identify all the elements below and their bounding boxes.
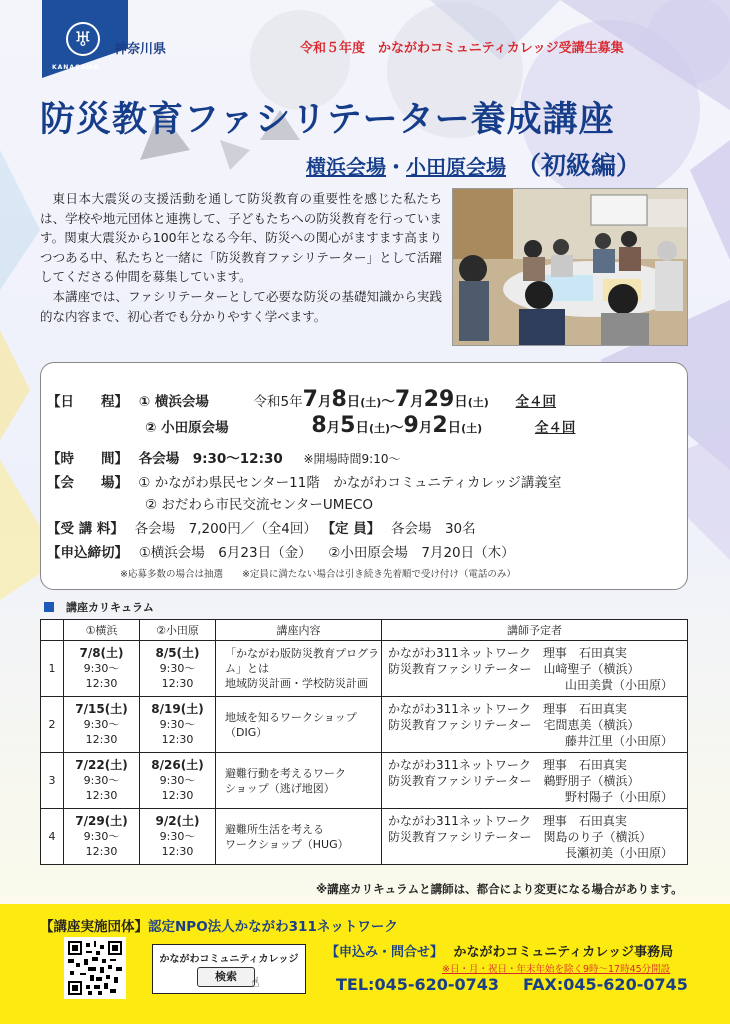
content-line-2: ショップ（逃げ地図） bbox=[225, 781, 335, 795]
schedule-note: ※応募多数の場合は抽選 ※定員に満たない場合は引き続き先着順で受け付け（電話のみ） bbox=[120, 569, 516, 580]
yokohama-end-weekday: (土) bbox=[467, 396, 489, 409]
header-odawara: ②小田原 bbox=[140, 620, 216, 641]
search-prompt-label: かながわコミュニティカレッジ bbox=[159, 954, 299, 965]
instructor-yokohama: 関島のり子（横浜） bbox=[543, 829, 652, 844]
curriculum-table bbox=[40, 619, 688, 865]
schedule-yokohama-row bbox=[47, 387, 556, 412]
yokohama-end-day-unit: 日 bbox=[454, 394, 468, 410]
course-level: （初級編） bbox=[516, 151, 642, 180]
curriculum-footnote: ※講座カリキュラムと講師は、都合により変更になる場合があります。 bbox=[316, 882, 683, 896]
place-row-2 bbox=[145, 493, 373, 513]
yokohama-date: 7/29(土) bbox=[75, 814, 128, 828]
instructor-yokohama: 山﨑聖子（横浜） bbox=[543, 661, 640, 676]
yokohama-end-month-unit: 月 bbox=[410, 394, 424, 410]
deadline-row bbox=[47, 541, 515, 561]
yokohama-date: 7/22(土) bbox=[75, 758, 128, 772]
session-number: 2 bbox=[41, 697, 64, 753]
table-row bbox=[41, 697, 688, 753]
office-hours: ※日・月・祝日・年末年始を除く9時〜17時45分開設 bbox=[442, 964, 671, 975]
header-no bbox=[41, 620, 64, 641]
instructor-org bbox=[388, 757, 681, 773]
odawara-end-weekday: (土) bbox=[461, 422, 483, 435]
lead-instructor: 理事 石田真実 bbox=[542, 645, 627, 660]
yokohama-session-count: 全４回 bbox=[515, 394, 557, 410]
curriculum-heading bbox=[44, 599, 154, 615]
yokohama-start-day-unit: 日 bbox=[346, 394, 361, 410]
session-instructors bbox=[382, 753, 688, 809]
fee-value: 各会場 7,200円／（全4回） bbox=[134, 521, 317, 537]
capacity-value: 各会場 30名 bbox=[390, 521, 476, 537]
tel-number[interactable]: TEL:045-620-0743 bbox=[336, 975, 500, 994]
lead-instructor: 理事 石田真実 bbox=[542, 757, 627, 772]
odawara-range-sep: 〜 bbox=[390, 420, 404, 436]
yokohama-end-day: 29 bbox=[423, 387, 455, 412]
yokohama-label: ① 横浜会場 bbox=[138, 394, 209, 410]
session-start-time: 9:30〜 bbox=[83, 774, 120, 787]
yokohama-era: 令和5年 bbox=[253, 394, 303, 410]
session-content bbox=[216, 809, 382, 865]
odawara-end-day: 2 bbox=[432, 413, 448, 438]
header-yokohama: ①横浜 bbox=[64, 620, 140, 641]
schedule-date-label: 【日 程】 bbox=[47, 394, 128, 410]
odawara-session-date bbox=[140, 697, 216, 753]
content-line-2: 地域防災計画・学校防災計画 bbox=[225, 677, 368, 690]
odawara-date: 8/26(土) bbox=[151, 758, 204, 772]
fee-row bbox=[47, 517, 476, 537]
yokohama-end-month: 7 bbox=[394, 387, 411, 412]
session-start-time: 9:30〜 bbox=[83, 662, 120, 675]
contact-line bbox=[326, 941, 673, 960]
capacity-label: 【定 員】 bbox=[321, 521, 381, 537]
venue-yokohama: 横浜会場 bbox=[306, 155, 386, 179]
intro-paragraph-2: 本講座では、ファシリテーターとして必要な防災の基礎知識から実践的な内容まで、初心者でも分かりやすく学べます。 bbox=[40, 288, 442, 324]
curriculum-heading-text: 講座カリキュラム bbox=[66, 601, 154, 614]
search-prompt-box bbox=[152, 944, 306, 994]
odawara-session-date bbox=[140, 809, 216, 865]
place-row-1 bbox=[47, 471, 561, 491]
session-start-time: 9:30〜 bbox=[83, 718, 120, 731]
search-button[interactable]: 検索 bbox=[197, 967, 255, 987]
deadline-label: 【申込締切】 bbox=[47, 545, 128, 561]
org-name: かながわ311ネットワーク bbox=[388, 757, 531, 772]
odawara-start-month-unit: 月 bbox=[326, 420, 341, 436]
place-2: ② おだわら市民交流センターUMECO bbox=[145, 497, 373, 513]
instructor-role-line bbox=[388, 661, 681, 677]
odawara-start-day: 5 bbox=[340, 413, 356, 438]
odawara-start-day-unit: 日 bbox=[355, 420, 369, 436]
odawara-start-weekday: (土) bbox=[368, 422, 391, 435]
instructor-org bbox=[388, 645, 681, 661]
table-row bbox=[41, 809, 688, 865]
deadline-yokohama: ①横浜会場 6月23日（金） bbox=[138, 545, 312, 561]
schedule-odawara-row bbox=[145, 413, 575, 438]
session-end-time: 12:30 bbox=[85, 845, 118, 858]
organizer bbox=[40, 915, 398, 935]
instructor-odawara: 山田美貴（小田原） bbox=[564, 677, 673, 692]
lead-instructor: 理事 石田真実 bbox=[542, 813, 627, 828]
odawara-label: ② 小田原会場 bbox=[145, 420, 229, 436]
session-start-time: 9:30〜 bbox=[159, 774, 196, 787]
instructor-role-line bbox=[388, 773, 681, 789]
recruitment-headline: 令和５年度 かながわコミュニティカレッジ受講生募集 bbox=[300, 41, 624, 56]
phone-line bbox=[336, 975, 712, 994]
instructor-yokohama: 宅間恵美（横浜） bbox=[543, 717, 640, 732]
instructor-role-line bbox=[388, 717, 681, 733]
curriculum-header-row bbox=[41, 620, 688, 641]
yokohama-start-month: 7 bbox=[302, 387, 318, 412]
session-instructors bbox=[382, 809, 688, 865]
header-instructor: 講師予定者 bbox=[382, 620, 688, 641]
session-end-time: 12:30 bbox=[85, 733, 118, 746]
table-row bbox=[41, 753, 688, 809]
session-content bbox=[216, 753, 382, 809]
content-line-1: 地域を知るワークショップ bbox=[225, 710, 357, 724]
yokohama-session-date bbox=[64, 809, 140, 865]
venue-line bbox=[306, 146, 641, 182]
organizer-prefix: 【講座実施団体】 bbox=[40, 919, 148, 935]
workshop-photo bbox=[452, 188, 688, 346]
instructor-odawara: 野村陽子（小田原） bbox=[564, 789, 673, 804]
header-content: 講座内容 bbox=[216, 620, 382, 641]
kanagawa-logo-sub: KANAGAWA bbox=[52, 64, 100, 71]
pointer-cursor-icon: ☝ bbox=[251, 975, 260, 991]
org-name: かながわ311ネットワーク bbox=[388, 701, 531, 716]
org-role: 防災教育ファシリテーター bbox=[388, 661, 532, 676]
odawara-session-date bbox=[140, 641, 216, 697]
session-start-time: 9:30〜 bbox=[159, 662, 196, 675]
organizer-name: 認定NPO法人かながわ311ネットワーク bbox=[148, 919, 398, 935]
prefecture-name: 神奈川県 bbox=[114, 42, 167, 57]
session-content bbox=[216, 697, 382, 753]
content-line-1: 避難行動を考えるワーク bbox=[225, 766, 346, 780]
content-line-2: （DIG） bbox=[225, 725, 268, 739]
deadline-odawara: ②小田原会場 7月20日（木） bbox=[328, 545, 515, 561]
instructor-odawara: 藤井江里（小田原） bbox=[564, 733, 673, 748]
session-number: 3 bbox=[41, 753, 64, 809]
page-title: 防災教育ファシリテーター養成講座 bbox=[40, 100, 615, 140]
time-row bbox=[47, 447, 400, 467]
intro-paragraph-1: 東日本大震災の支援活動を通して防災教育の重要性を感じた私たちは、学校や地元団体と連携して、子どもたちへの防災教育を行っています。関東大震災から100年となる今年、防災への関心がますます高まりつつある中、私たちと一緒に「防災教育ファシリテーター」として活躍してくださる仲間を募集しています。 bbox=[40, 191, 442, 285]
org-name: かながわ311ネットワーク bbox=[388, 813, 531, 828]
session-start-time: 9:30〜 bbox=[83, 830, 120, 843]
yokohama-date: 7/15(土) bbox=[75, 702, 128, 716]
place-1: ① かながわ県民センター11階 かながわコミュニティカレッジ講義室 bbox=[138, 475, 562, 491]
lead-instructor: 理事 石田真実 bbox=[542, 701, 627, 716]
yokohama-date: 7/8(土) bbox=[79, 646, 124, 660]
odawara-end-month: 9 bbox=[403, 413, 419, 438]
odawara-session-count: 全４回 bbox=[534, 420, 576, 436]
curriculum-body bbox=[41, 641, 688, 865]
odawara-end-month-unit: 月 bbox=[418, 420, 433, 436]
content-line-1: 「かながわ版防災教育プログラム」とは bbox=[225, 647, 379, 675]
instructor-org bbox=[388, 701, 681, 717]
intro-text bbox=[40, 189, 442, 326]
table-row bbox=[41, 641, 688, 697]
yokohama-session-date bbox=[64, 641, 140, 697]
instructor-yokohama: 鵜野朋子（横浜） bbox=[543, 773, 640, 788]
content-line-2: ワークショップ（HUG） bbox=[225, 837, 349, 851]
contact-name: かながわコミュニティカレッジ事務局 bbox=[453, 945, 674, 960]
yokohama-start-month-unit: 月 bbox=[317, 394, 332, 410]
qr-code-icon[interactable] bbox=[64, 937, 126, 999]
curriculum-heading-square-icon bbox=[44, 602, 54, 612]
session-end-time: 12:30 bbox=[161, 845, 194, 858]
odawara-start-month: 8 bbox=[311, 413, 327, 438]
schedule-box bbox=[40, 362, 688, 590]
kanagawa-logo-icon: ♅ bbox=[66, 22, 100, 56]
session-start-time: 9:30〜 bbox=[159, 718, 196, 731]
session-instructors bbox=[382, 697, 688, 753]
session-end-time: 12:30 bbox=[161, 733, 194, 746]
instructor-org bbox=[388, 813, 681, 829]
fax-number: FAX:045-620-0745 bbox=[523, 975, 688, 994]
yokohama-range-sep: 〜 bbox=[381, 394, 395, 410]
time-note: ※開場時間9:10〜 bbox=[303, 452, 401, 466]
org-role: 防災教育ファシリテーター bbox=[388, 717, 532, 732]
time-label: 【時 間】 bbox=[47, 451, 128, 467]
yokohama-start-weekday: (土) bbox=[360, 396, 382, 409]
org-role: 防災教育ファシリテーター bbox=[388, 829, 532, 844]
content-line-1: 避難所生活を考える bbox=[225, 822, 324, 836]
session-start-time: 9:30〜 bbox=[159, 830, 196, 843]
time-value: 各会場 9:30〜12:30 bbox=[138, 451, 283, 467]
odawara-end-day-unit: 日 bbox=[447, 420, 462, 436]
org-role: 防災教育ファシリテーター bbox=[388, 773, 532, 788]
session-end-time: 12:30 bbox=[85, 677, 118, 690]
yokohama-start-day: 8 bbox=[331, 387, 347, 412]
odawara-date: 9/2(土) bbox=[155, 814, 200, 828]
session-end-time: 12:30 bbox=[161, 789, 194, 802]
odawara-session-date bbox=[140, 753, 216, 809]
place-label: 【会 場】 bbox=[47, 475, 128, 491]
venue-separator: ・ bbox=[386, 155, 406, 179]
odawara-date: 8/5(土) bbox=[155, 646, 200, 660]
yokohama-session-date bbox=[64, 697, 140, 753]
contact-label: 【申込み・問合せ】 bbox=[326, 945, 444, 960]
org-name: かながわ311ネットワーク bbox=[388, 645, 531, 660]
fee-label: 【受 講 料】 bbox=[47, 521, 124, 537]
session-end-time: 12:30 bbox=[161, 677, 194, 690]
session-end-time: 12:30 bbox=[85, 789, 118, 802]
instructor-role-line bbox=[388, 829, 681, 845]
session-number: 4 bbox=[41, 809, 64, 865]
venue-odawara: 小田原会場 bbox=[406, 155, 506, 179]
session-instructors bbox=[382, 641, 688, 697]
session-content bbox=[216, 641, 382, 697]
yokohama-session-date bbox=[64, 753, 140, 809]
session-number: 1 bbox=[41, 641, 64, 697]
instructor-odawara: 長瀬初美（小田原） bbox=[564, 845, 673, 860]
odawara-date: 8/19(土) bbox=[151, 702, 204, 716]
